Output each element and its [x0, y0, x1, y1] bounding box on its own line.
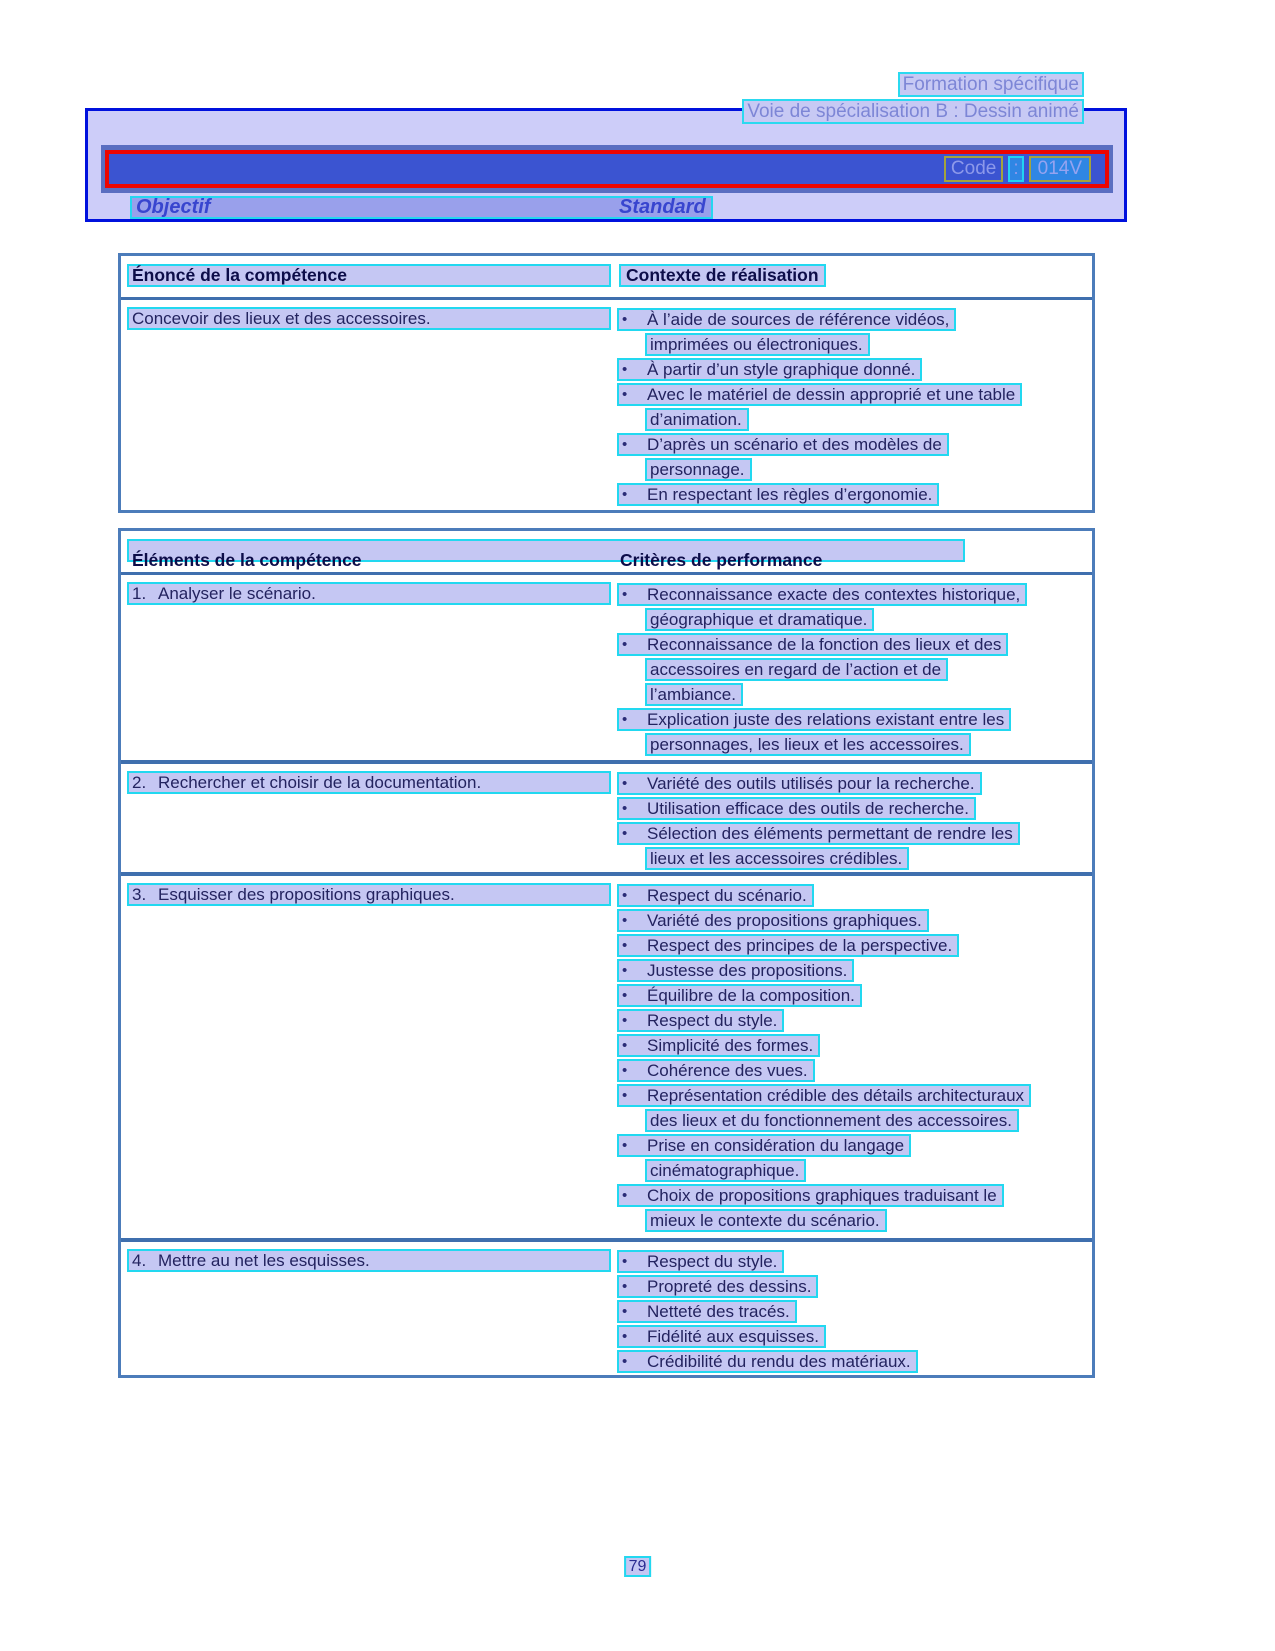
bullet-icon: • [622, 636, 628, 653]
bullet-text: lieux et les accessoires crédibles. [645, 847, 909, 870]
bullet-list-line [617, 1349, 1092, 1374]
bullet-list-line [617, 1299, 1092, 1324]
bullet-text: d’animation. [645, 408, 749, 431]
col2-header: Contexte de réalisation [619, 264, 826, 287]
bullet-list-line [617, 958, 1092, 983]
bullet-list-line [617, 1033, 1092, 1058]
bullet-list-line [617, 1324, 1092, 1349]
header-highlight-band [127, 539, 965, 570]
bullet-list-line [617, 1158, 1092, 1183]
bullet-icon: • [622, 586, 628, 603]
row-number: 1. [132, 583, 147, 603]
table-row [121, 300, 1092, 510]
bullet-list-line [617, 908, 1092, 933]
row-left-cell [121, 876, 617, 1238]
bullet-text: accessoires en regard de l’action et de [645, 658, 948, 681]
bullet-text: • Sélection des éléments permettant de rendre les [617, 822, 1020, 845]
header-line-2-text: Voie de spécialisation B : Dessin animé [742, 99, 1084, 124]
bullet-text: • Équilibre de la composition. [617, 984, 862, 1007]
col1-header: Énoncé de la compétence [127, 264, 611, 287]
bullet-icon: • [622, 825, 628, 842]
bullet-text: l’ambiance. [645, 683, 743, 706]
table-body [121, 575, 1092, 1375]
bullet-list-line [617, 582, 1092, 607]
bullet-icon: • [622, 1353, 628, 1370]
bullet-icon: • [622, 361, 628, 378]
bullet-text: • Propreté des dessins. [617, 1275, 818, 1298]
bullet-text: • Prise en considération du langage [617, 1134, 911, 1157]
bullet-list-line [617, 983, 1092, 1008]
bullet-text: • À l’aide de sources de référence vidéos, [617, 308, 956, 331]
bullet-icon: • [622, 800, 628, 817]
bullet-text: cinématographique. [645, 1159, 806, 1182]
bullet-list-line [617, 771, 1092, 796]
bullet-list-line [617, 632, 1092, 657]
bullet-list-line [617, 657, 1092, 682]
bullet-icon: • [622, 775, 628, 792]
row-title: 1. Analyser le scénario. [127, 582, 611, 605]
bullet-icon: • [622, 1062, 628, 1079]
bullet-icon: • [622, 1187, 628, 1204]
bullet-text: • Avec le matériel de dessin approprié et une table [617, 383, 1022, 406]
bullet-icon: • [622, 1037, 628, 1054]
bullet-text: imprimées ou électroniques. [645, 333, 870, 356]
bullet-list-line [617, 357, 1092, 382]
bullet-list-line [617, 1008, 1092, 1033]
bullet-list-line [617, 307, 1092, 332]
bullet-text: géographique et dramatique. [645, 608, 874, 631]
row-title: Concevoir des lieux et des accessoires. [127, 307, 611, 330]
bullet-text: • Respect des principes de la perspective. [617, 934, 959, 957]
bullet-list-line [617, 332, 1092, 357]
bullet-text: • Netteté des tracés. [617, 1300, 797, 1323]
objectif-standard-band [130, 196, 713, 219]
bullet-text: • Simplicité des formes. [617, 1034, 820, 1057]
standard-label: Standard [619, 196, 706, 218]
bullet-list-line [617, 883, 1092, 908]
code-label: Code [944, 156, 1003, 182]
bullet-icon: • [622, 1328, 628, 1345]
competence-table [118, 253, 1095, 513]
bullet-text: • Reconnaissance exacte des contextes historique, [617, 583, 1027, 606]
elements-table [118, 528, 1095, 1378]
row-title: 3. Esquisser des propositions graphiques. [127, 883, 611, 906]
bullet-text: • Représentation crédible des détails architecturaux [617, 1084, 1031, 1107]
row-title: 4. Mettre au net les esquisses. [127, 1249, 611, 1272]
bullet-text: des lieux et du fonctionnement des accessoires. [645, 1109, 1019, 1132]
col1-header: Éléments de la compétence [132, 550, 362, 570]
bullet-list-line [617, 482, 1092, 507]
bullet-list-line [617, 1083, 1092, 1108]
bullet-list-line [617, 607, 1092, 632]
bullet-text: mieux le contexte du scénario. [645, 1209, 887, 1232]
row-number: 3. [132, 884, 147, 904]
bullet-list-line [617, 846, 1092, 871]
bullet-icon: • [622, 1303, 628, 1320]
bullet-list-line [617, 707, 1092, 732]
bullet-list-line [617, 1208, 1092, 1233]
row-title: 2. Rechercher et choisir de la documentation. [127, 771, 611, 794]
bullet-icon: • [622, 937, 628, 954]
bullet-icon: • [622, 486, 628, 503]
bullet-list-line [617, 457, 1092, 482]
table-row [121, 760, 1092, 872]
bullet-text: • En respectant les règles d’ergonomie. [617, 483, 939, 506]
row-right-cell [617, 876, 1092, 1238]
bullet-icon: • [622, 311, 628, 328]
bullet-text: • Choix de propositions graphiques traduisant le [617, 1184, 1004, 1207]
bullet-list-line [617, 382, 1092, 407]
row-right-cell [617, 300, 1092, 510]
bullet-text: personnage. [645, 458, 752, 481]
bullet-list-line [617, 407, 1092, 432]
bullet-text: • Respect du style. [617, 1009, 784, 1032]
bullet-icon: • [622, 912, 628, 929]
row-left-cell [121, 764, 617, 872]
bullet-icon: • [622, 1087, 628, 1104]
bullet-list-line [617, 1108, 1092, 1133]
table-header-row [121, 531, 1092, 575]
table-header-row [121, 256, 1092, 300]
objectif-label: Objectif [136, 196, 211, 218]
bullet-icon: • [622, 962, 628, 979]
code-bar [101, 145, 1113, 193]
header-line-2 [0, 98, 1084, 125]
bullet-list-line [617, 432, 1092, 457]
bullet-icon: • [622, 711, 628, 728]
bullet-text: • Crédibilité du rendu des matériaux. [617, 1350, 918, 1373]
row-right-cell [617, 575, 1092, 760]
bullet-list-line [617, 821, 1092, 846]
bullet-text: • Justesse des propositions. [617, 959, 854, 982]
bullet-text: • Variété des propositions graphiques. [617, 909, 929, 932]
row-number: 4. [132, 1250, 147, 1270]
page-number [624, 1558, 652, 1576]
bullet-icon: • [622, 987, 628, 1004]
bullet-icon: • [622, 386, 628, 403]
bullet-icon: • [622, 887, 628, 904]
page-header [0, 71, 1084, 125]
row-right-cell [617, 1242, 1092, 1375]
bullet-text: • Explication juste des relations existant entre les [617, 708, 1011, 731]
bullet-icon: • [622, 436, 628, 453]
code-bar-inner [105, 150, 1109, 188]
bullet-list-line [617, 1249, 1092, 1274]
header-line-1 [0, 71, 1084, 98]
table-row [121, 872, 1092, 1238]
bullet-text: • Respect du scénario. [617, 884, 814, 907]
bullet-text: • Variété des outils utilisés pour la recherche. [617, 772, 982, 795]
bullet-list-line [617, 1274, 1092, 1299]
bullet-list-line [617, 1133, 1092, 1158]
code-value: 014V [1029, 156, 1091, 182]
row-left-cell [121, 1242, 617, 1375]
bullet-list-line [617, 682, 1092, 707]
bullet-list-line [617, 1183, 1092, 1208]
bullet-icon: • [622, 1278, 628, 1295]
table-row [121, 1238, 1092, 1375]
col2-header: Critères de performance [620, 550, 823, 570]
code-separator: : [1008, 156, 1023, 182]
bullet-list-line [617, 796, 1092, 821]
bullet-text: • Reconnaissance de la fonction des lieux et des [617, 633, 1008, 656]
table-row [121, 575, 1092, 760]
bullet-list-line [617, 1058, 1092, 1083]
header-line-1-text: Formation spécifique [898, 72, 1084, 97]
bullet-text: • Utilisation efficace des outils de recherche. [617, 797, 976, 820]
bullet-icon: • [622, 1137, 628, 1154]
bullet-text: • Fidélité aux esquisses. [617, 1325, 826, 1348]
bullet-text: • D’après un scénario et des modèles de [617, 433, 949, 456]
bullet-list-line [617, 933, 1092, 958]
row-number: 2. [132, 772, 147, 792]
row-left-cell [121, 300, 617, 510]
page-number-text: 79 [624, 1556, 652, 1577]
table-body [121, 300, 1092, 510]
bullet-icon: • [622, 1253, 628, 1270]
bullet-text: personnages, les lieux et les accessoires. [645, 733, 971, 756]
row-left-cell [121, 575, 617, 760]
bullet-text: • Respect du style. [617, 1250, 784, 1273]
bullet-text: • À partir d’un style graphique donné. [617, 358, 922, 381]
bullet-list-line [617, 732, 1092, 757]
bullet-text: • Cohérence des vues. [617, 1059, 815, 1082]
row-right-cell [617, 764, 1092, 872]
bullet-icon: • [622, 1012, 628, 1029]
